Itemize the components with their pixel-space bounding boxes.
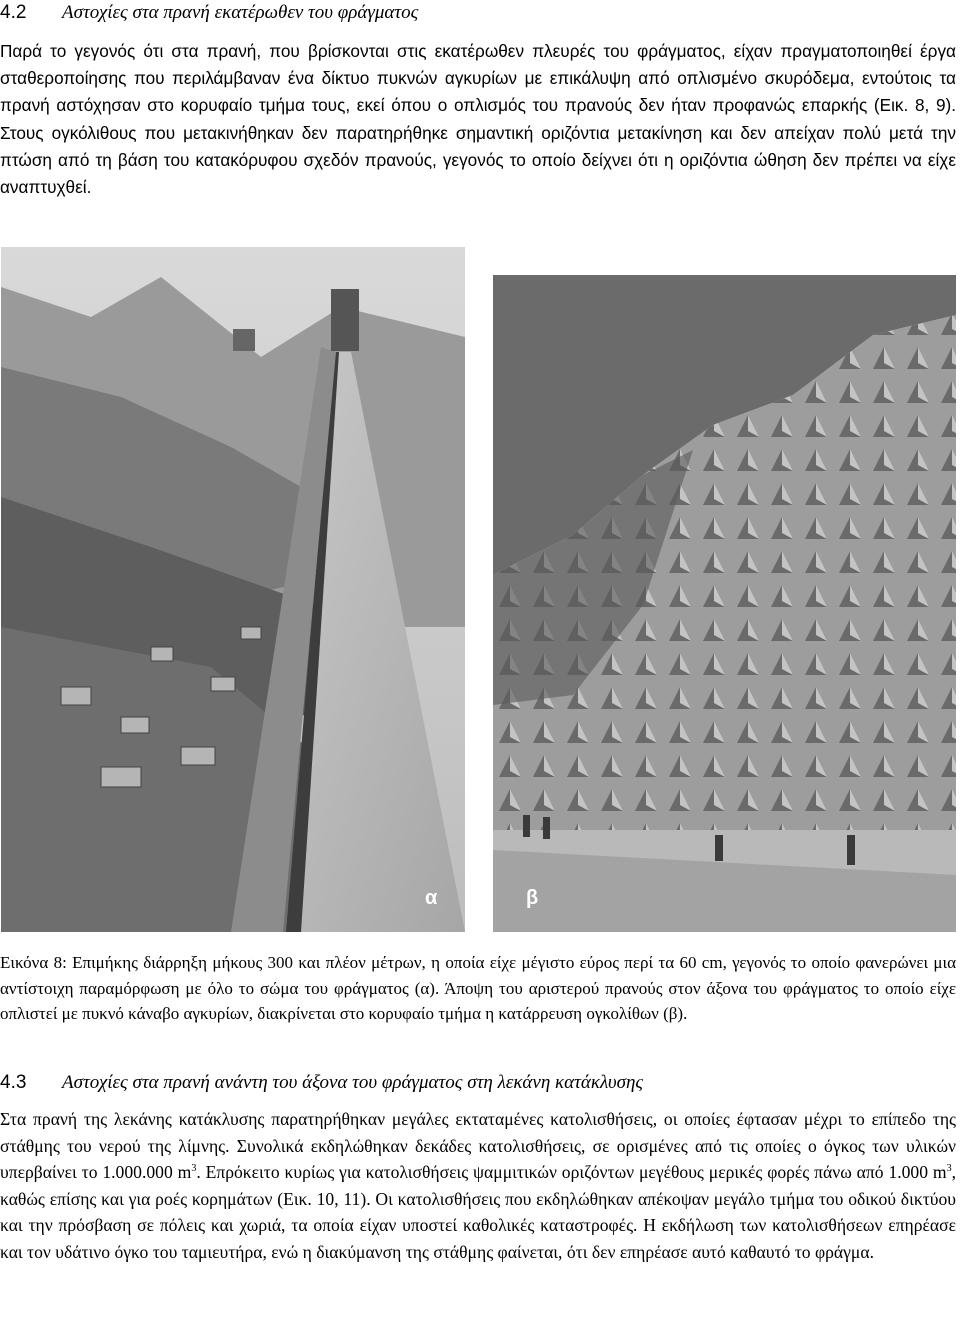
dam-crest-illustration	[1, 247, 465, 932]
section-number: 4.3	[0, 1072, 27, 1093]
photo-dam-crest-crack	[1, 247, 465, 932]
section-title: Αστοχίες στα πρανή εκατέρωθεν του φράγματος	[62, 2, 419, 23]
anchored-slope-illustration	[493, 275, 956, 932]
photo-label-a: α	[425, 887, 438, 909]
section-heading-4-2	[0, 0, 418, 26]
paragraph-part: Στα πρανή της λεκάνης κατάκλυσης παρατηρήθηκαν μεγάλες εκταταμένες κατολισθήσεις, οι οποίες έφτασαν μέχρι το επίπεδο της στάθμης του νερού της λίμνης. Συνολικά εκδηλώθηκαν δεκάδες κατολισθήσεις, σε ορισμένες από τις οποίες ο όγκος των υλικών υπερβαίνει το 1.000.000 m	[0, 1109, 956, 1183]
photo-anchored-slope	[493, 275, 956, 932]
photo-label-b: β	[526, 887, 539, 909]
section-title: Αστοχίες στα πρανή ανάντη του άξονα του φράγματος στη λεκάνη κατάκλυσης	[62, 1072, 644, 1093]
paragraph-dam-slopes: Παρά το γεγονός ότι στα πρανή, που βρίσκονται στις εκατέρωθεν πλευρές του φράγματος, είχαν πραγματοποιηθεί έργα σταθεροποίησης που περιλάμβαναν ένα δίκτυο πυκνών αγκυρίων με επικάλυψη από οπλισμένο σκυρόδεμα, εντούτοις τα πρανή αστόχησαν στο κορυφαίο τμήμα τους, εκεί όπου ο οπλισμός του πρανούς δεν ήταν προφανώς επαρκής (Εικ. 8, 9). Στους ογκόλιθους που μετακινήθηκαν δεν παρατηρήθηκε σημαντική οριζόντια μετακίνηση και δεν απείχαν πολύ μετά την πτώση από τη βάση του κατακόρυφου σχεδόν πρανούς, γεγονός το οποίο δείχνει ότι η οριζόντια ώθηση δεν πρέπει να είχε αναπτυχθεί.	[0, 41, 956, 198]
superscript-cubic: 3	[946, 1163, 952, 1175]
figure-8-caption: Εικόνα 8: Επιμήκης διάρρηξη μήκους 300 και πλέον μέτρων, η οποία είχε μέγιστο εύρος περί τα 60 cm, γεγονός το οποίο φανερώνει μια αντίστοιχη παραμόρφωση με όλο το σώμα του φράγματος (α). Άποψη του αριστερού πρανούς στον άξονα του φράγματος το οποίο είχε οπλιστεί με πυκνό κάναβο αγκυρίων, διακρίνεται στο κορυφαίο τμήμα η κατάρρευση ογκολίθων (β).	[0, 953, 956, 1024]
paragraph-reservoir-landslides	[0, 1106, 956, 1266]
section-heading-4-3	[0, 1070, 643, 1096]
section-number: 4.2	[0, 2, 27, 23]
paragraph-part: . Επρόκειτο κυρίως για κατολισθήσεις ψαμμιτικών οριζόντων μεγέθους μερικές φορές πάνω από 1.000 m	[196, 1162, 947, 1183]
paragraph-part: , καθώς επίσης και για ροές κορημάτων (Εικ. 10, 11). Οι κατολισθήσεις που εκδηλώθηκαν απέκοψαν μεγάλο τμήμα του οδικού δικτύου και την πρόσβαση σε πόλεις και χωριά, τα οποία είχαν υποστεί καθολικές καταστροφές. Η εκδήλωση των κατολισθήσεων επηρέασε και τον υδάτινο όγκο του ταμιευτήρα, ενώ η διακύμανση της στάθμης φαίνεται, ότι δεν επηρέασε αυτό καθαυτό το φράγμα.	[0, 1162, 956, 1262]
superscript-cubic: 3	[191, 1163, 197, 1175]
